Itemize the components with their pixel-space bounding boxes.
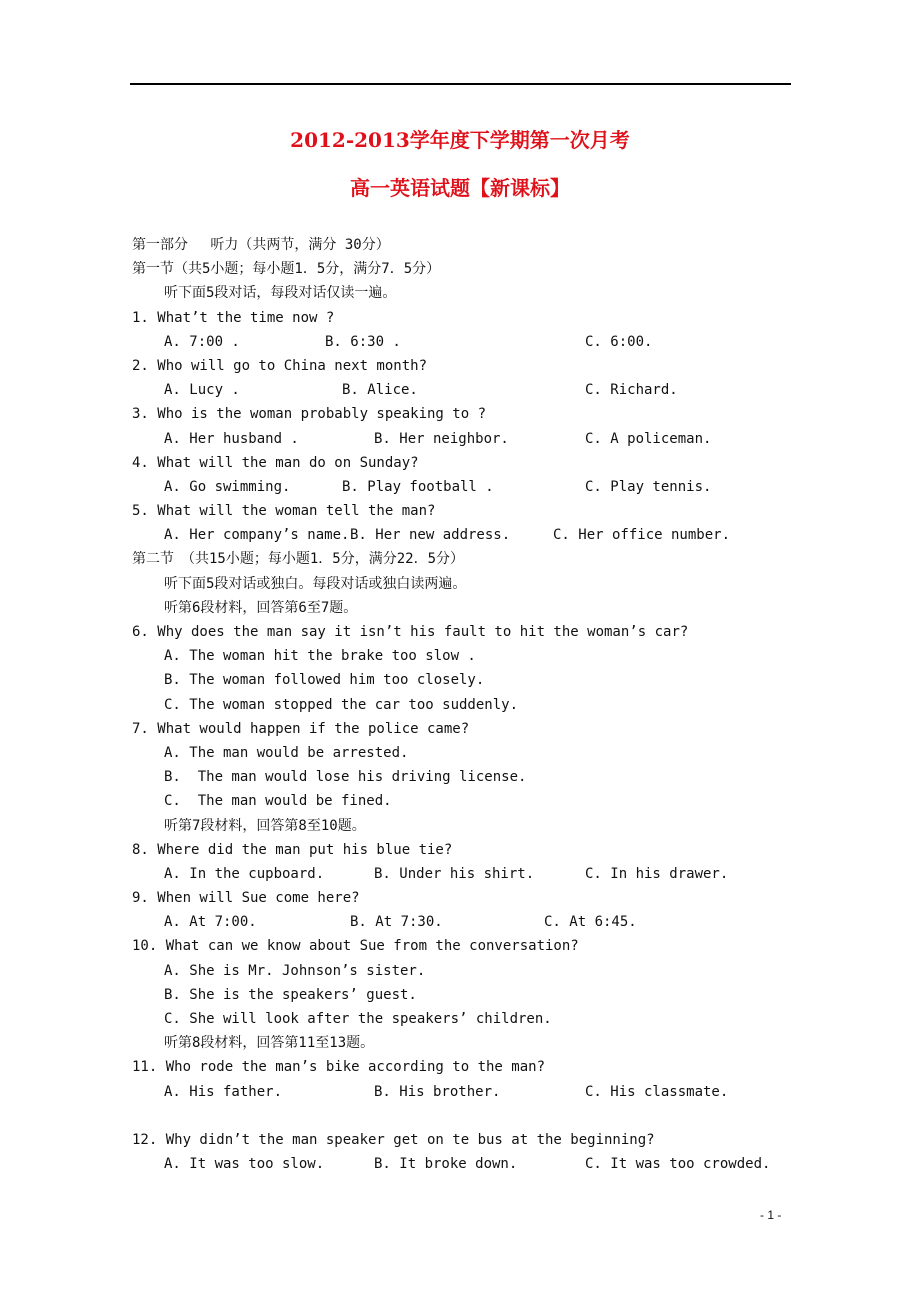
option-a: A. The woman hit the brake too slow . bbox=[164, 648, 476, 665]
option-a: A. In the cupboard. bbox=[164, 865, 325, 882]
option-a: A. It was too slow. bbox=[164, 1156, 325, 1173]
page-number: - 1 - bbox=[760, 1208, 782, 1222]
option-b: B. Her neighbor. bbox=[374, 430, 509, 447]
section-instruction: 听下面5段对话或独白。每段对话或独白读两遍。 bbox=[164, 575, 467, 592]
option-a: A. The man would be arrested. bbox=[164, 744, 409, 761]
question-options bbox=[132, 330, 812, 354]
question-options bbox=[132, 1152, 812, 1176]
option-b: B. 6:30 . bbox=[325, 333, 401, 350]
question-stem: 3. Who is the woman probably speaking to ? bbox=[132, 406, 487, 423]
option-b: B. At 7:30. bbox=[350, 914, 443, 931]
option-c: C. The woman stopped the car too suddenly. bbox=[164, 696, 519, 713]
option-a: A. Lucy . bbox=[164, 382, 240, 399]
question-options bbox=[132, 427, 812, 451]
option-a: A. His father. bbox=[164, 1083, 283, 1100]
option-a: A. Go swimming. bbox=[164, 478, 291, 495]
question-stem: 1. What’t the time now ? bbox=[132, 309, 335, 326]
question-options bbox=[132, 378, 812, 402]
option-a: A. At 7:00. bbox=[164, 914, 257, 931]
option-c: C. His classmate. bbox=[585, 1083, 729, 1100]
question-stem: 10. What can we know about Sue from the conversation? bbox=[132, 938, 579, 955]
option-c: C. The man would be fined. bbox=[164, 793, 392, 810]
question-stem: 2. Who will go to China next month? bbox=[132, 357, 428, 374]
material-note: 听第7段材料，回答第8至10题。 bbox=[164, 817, 366, 834]
exam-title: 2012-2013学年度下学期第一次月考 bbox=[290, 128, 630, 152]
exam-body bbox=[132, 233, 812, 1176]
option-b: B. The man would lose his driving license. bbox=[164, 769, 527, 786]
option-b: B. Her new address. bbox=[350, 527, 511, 544]
question-stem: 11. Who rode the man’s bike according to the man? bbox=[132, 1059, 546, 1076]
option-a: A. 7:00 . bbox=[164, 333, 240, 350]
option-c: C. Richard. bbox=[585, 382, 678, 399]
option-c: C. At 6:45. bbox=[544, 914, 637, 931]
question-stem: 9. When will Sue come here? bbox=[132, 890, 360, 907]
question-options bbox=[132, 862, 812, 886]
question-options bbox=[132, 910, 812, 934]
question-stem: 8. Where did the man put his blue tie? bbox=[132, 841, 453, 858]
question-options bbox=[132, 1080, 812, 1104]
section-heading: 第一节（共5小题；每小题1．5分，满分7．5分） bbox=[132, 261, 441, 278]
option-b: B. His brother. bbox=[374, 1083, 501, 1100]
question-stem: 4. What will the man do on Sunday? bbox=[132, 454, 419, 471]
option-a: A. Her husband . bbox=[164, 430, 299, 447]
option-c: C. In his drawer. bbox=[585, 865, 729, 882]
option-a: A. She is Mr. Johnson’s sister. bbox=[164, 962, 426, 979]
spacer bbox=[132, 1104, 812, 1128]
option-b: B. Under his shirt. bbox=[374, 865, 535, 882]
option-b: B. Alice. bbox=[342, 382, 418, 399]
option-c: C. Play tennis. bbox=[585, 478, 712, 495]
question-stem: 5. What will the woman tell the man? bbox=[132, 503, 436, 520]
option-b: B. The woman followed him too closely. bbox=[164, 672, 485, 689]
question-stem: 7. What would happen if the police came? bbox=[132, 720, 470, 737]
section-instruction: 听下面5段对话，每段对话仅读一遍。 bbox=[164, 285, 397, 302]
header-rule bbox=[130, 83, 791, 85]
option-c: C. Her office number. bbox=[553, 527, 731, 544]
option-a: A. Her company’s name. bbox=[164, 527, 350, 544]
option-c: C. 6:00. bbox=[585, 333, 653, 350]
section-heading: 第二节 （共15小题；每小题1．5分，满分22．5分） bbox=[132, 551, 464, 568]
option-b: B. Play football . bbox=[342, 478, 494, 495]
option-c: C. A policeman. bbox=[585, 430, 712, 447]
option-c: C. She will look after the speakers’ children. bbox=[164, 1011, 552, 1027]
option-c: C. It was too crowded. bbox=[585, 1156, 771, 1173]
question-stem: 12. Why didn’t the man speaker get on te bus at the beginning? bbox=[132, 1131, 655, 1148]
part-heading: 第一部分 听力（共两节，满分 30分） bbox=[132, 237, 390, 253]
option-b: B. She is the speakers’ guest. bbox=[164, 986, 417, 1003]
question-options bbox=[132, 475, 812, 499]
question-options bbox=[132, 523, 812, 547]
exam-subtitle: 高一英语试题【新课标】 bbox=[350, 176, 570, 200]
material-note: 听第8段材料，回答第11至13题。 bbox=[164, 1035, 375, 1052]
material-note: 听第6段材料，回答第6至7题。 bbox=[164, 599, 358, 616]
question-stem: 6. Why does the man say it isn’t his fault to hit the woman’s car? bbox=[132, 624, 689, 640]
option-b: B. It broke down. bbox=[374, 1156, 518, 1173]
